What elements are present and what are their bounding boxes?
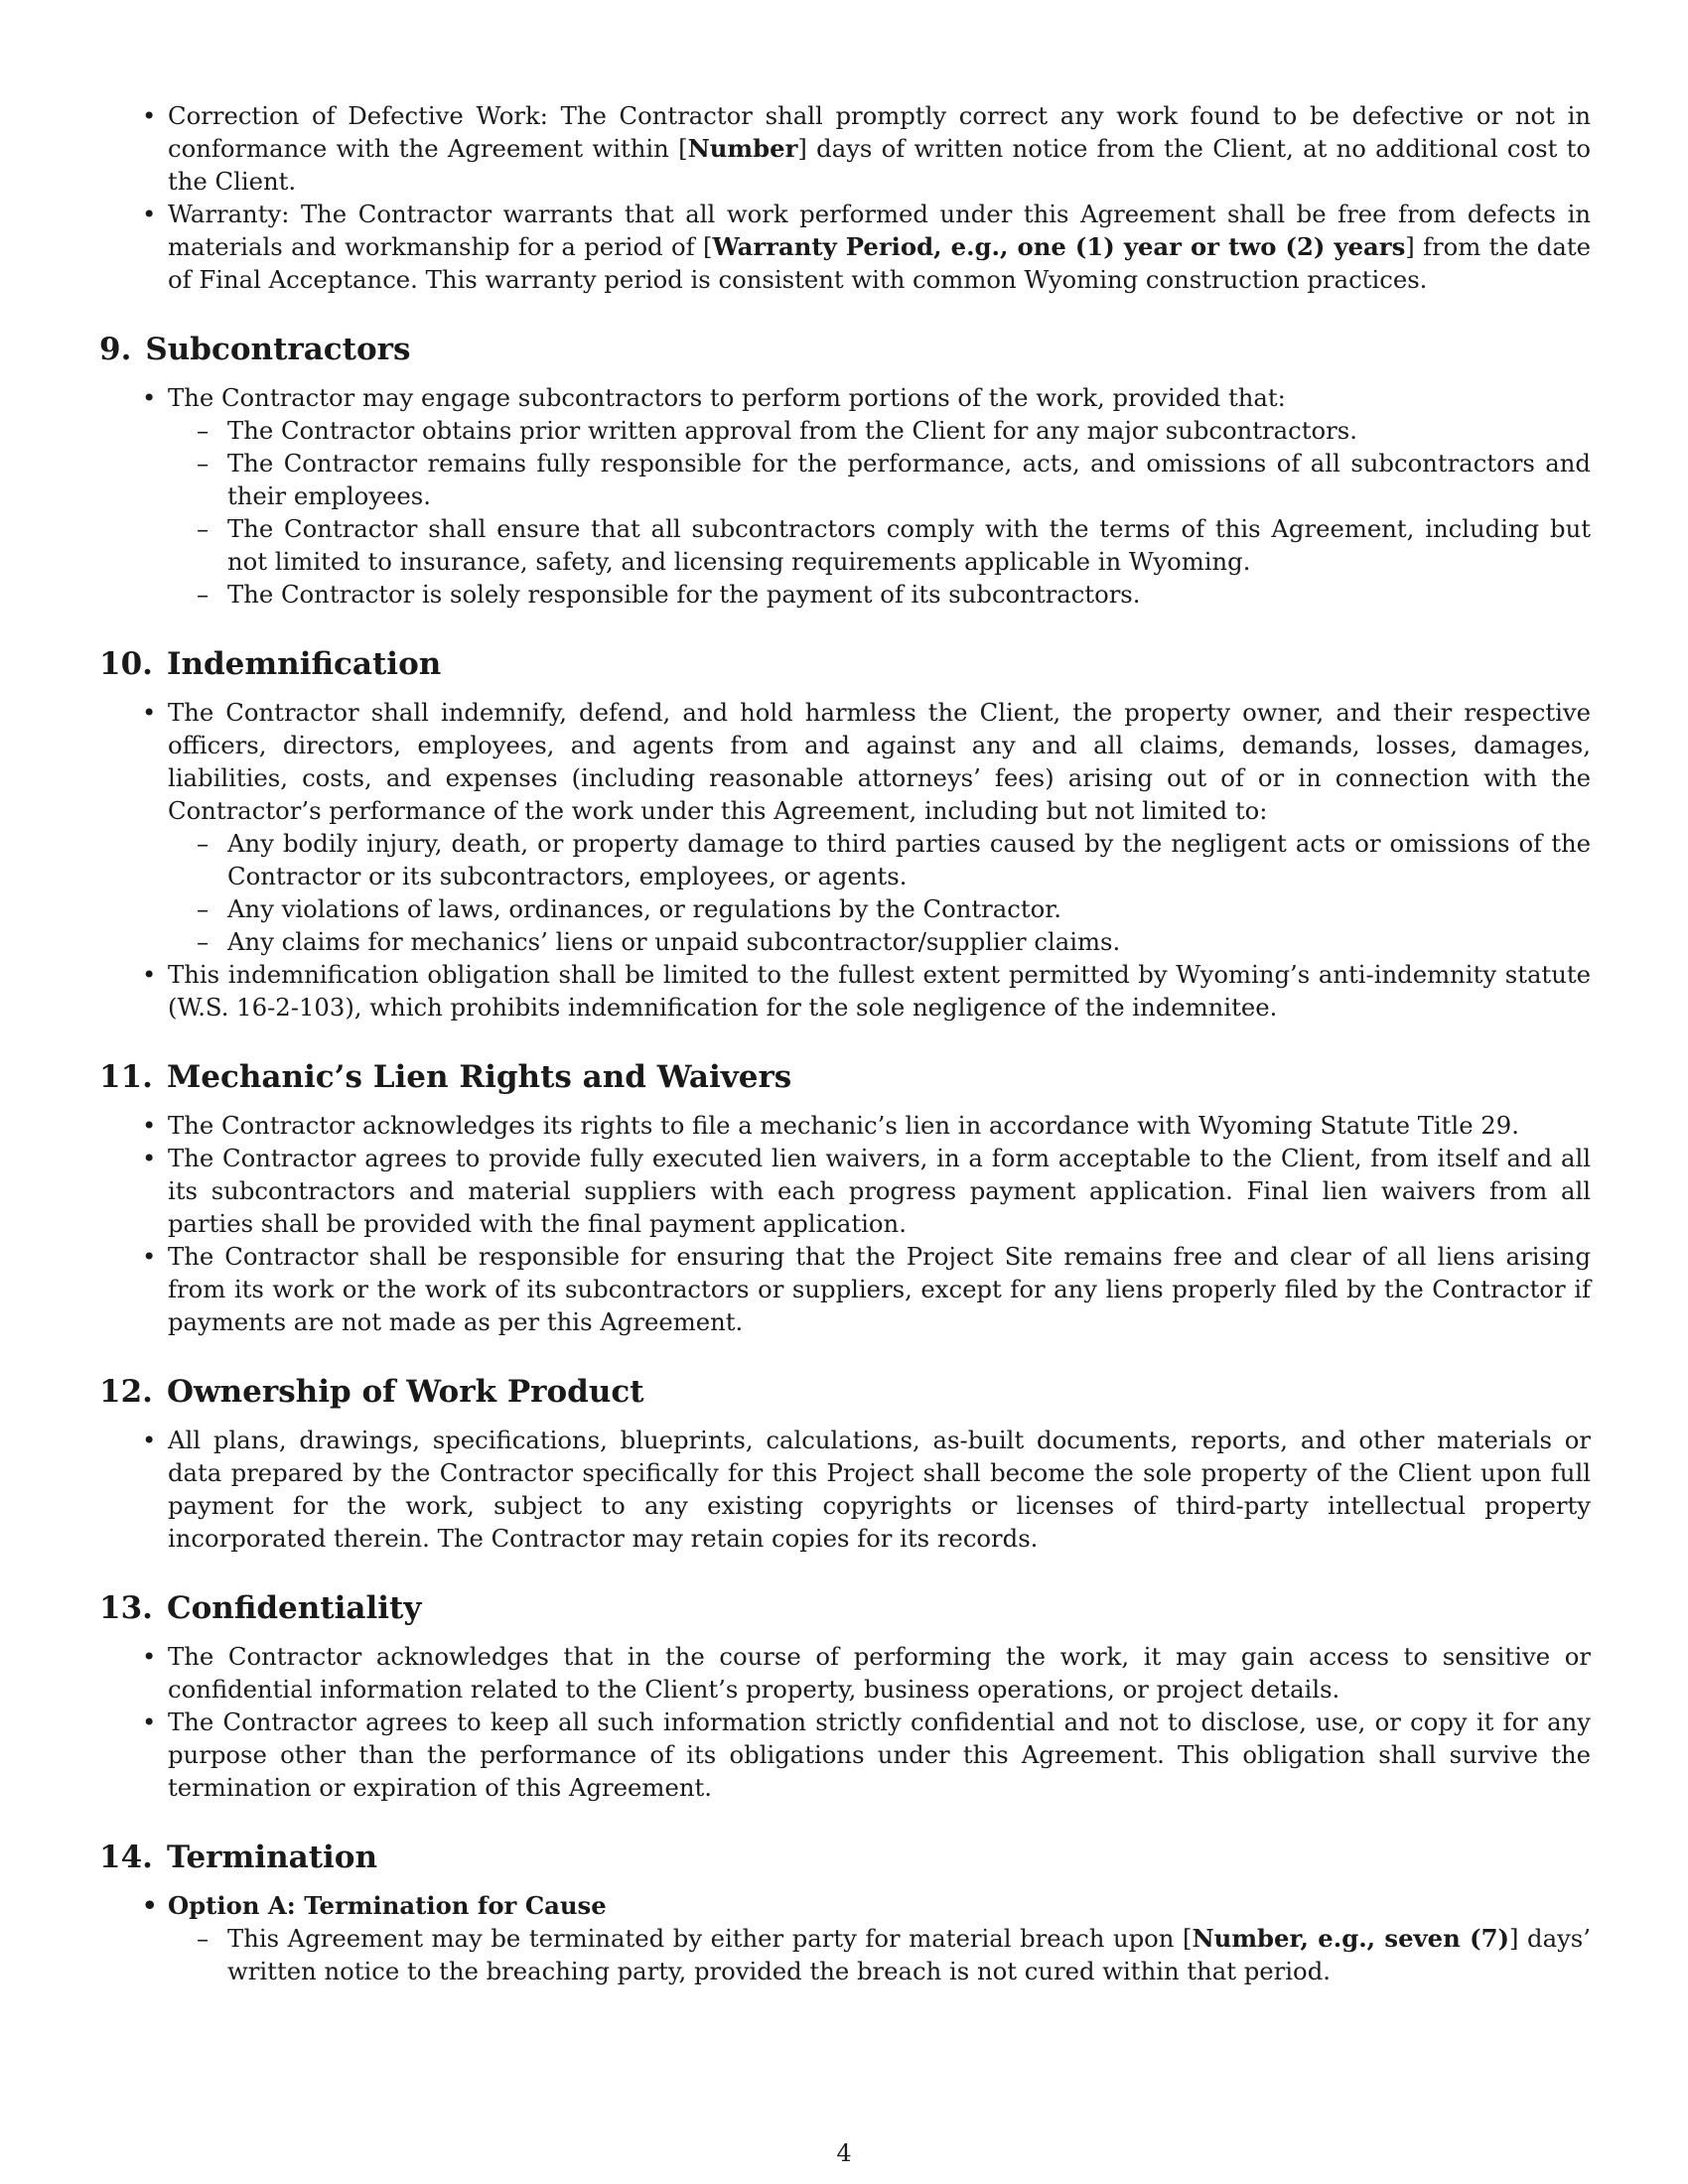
sub-list-item: – The Contractor shall ensure that all subcontractors comply with the terms of this Agreement, including but not limited to insurance, safety, and licensing requirements applicable in Wyoming.	[99, 512, 1591, 578]
list-item: • The Contractor shall indemnify, defend, and hold harmless the Client, the property owner, and their respective officers, directors, employees, and agents from and against any and all claims, demands, losses, damages, liabilities, costs, and expenses (including reasonable attorneys’ fees) arising out of or in connection with the Contractor’s performance of the work under this Agreement, including but not limited to:	[99, 696, 1591, 827]
sub-list-item: – Any bodily injury, death, or property damage to third parties caused by the negligent acts or omissions of the Contractor or its subcontractors, employees, or agents.	[99, 827, 1591, 892]
section-heading-indemnification: 10. Indemnification	[99, 646, 442, 682]
list-item: • The Contractor shall be responsible for ensuring that the Project Site remains free and clear of all liens arising from its work or the work of its subcontractors or suppliers, except for any liens properly filed by the Contractor if payments are not made as per this Agreement.	[99, 1240, 1591, 1338]
page-number: 4	[836, 2139, 852, 2167]
section-heading-subcontractors: 9. Subcontractors	[99, 332, 411, 367]
list-item-warranty: • Warranty: The Contractor warrants that all work performed under this Agreement shall be free from defects in materials and workmanship for a period of [Warranty Period, e.g., one (1) year or two (2) years] from the date of Final Acceptance. This warranty period is consistent with common Wyoming construction practices.	[99, 198, 1591, 296]
list-item: • The Contractor agrees to provide fully executed lien waivers, in a form acceptable to the Client, from itself and all its subcontractors and material suppliers with each progress payment application. Final lien waivers from all parties shall be provided with the final payment application.	[99, 1142, 1591, 1240]
sub-list-item: – The Contractor is solely responsible for the payment of its subcontractors.	[99, 578, 1591, 611]
section-heading-confidentiality: 13. Confidentiality	[99, 1590, 422, 1626]
list-item: • The Contractor acknowledges that in the course of performing the work, it may gain access to sensitive or confidential information related to the Client’s property, business operations, or project details.	[99, 1640, 1591, 1706]
list-item-option-a: • Option A: Termination for Cause	[99, 1889, 1591, 1922]
sub-list-item: – The Contractor obtains prior written approval from the Client for any major subcontractors.	[99, 414, 1591, 447]
list-item: • This indemnification obligation shall be limited to the fullest extent permitted by Wyoming’s anti-indemnity statute (W.S. 16-2-103), which prohibits indemnification for the sole negligence of the indemnitee.	[99, 958, 1591, 1024]
document-page	[99, 99, 1591, 1987]
sub-list-item: – Any claims for mechanics’ liens or unpaid subcontractor/supplier claims.	[99, 925, 1591, 958]
list-item: • The Contractor agrees to keep all such information strictly confidential and not to disclose, use, or copy it for any purpose other than the performance of its obligations under this Agreement. This obligation shall survive the termination or expiration of this Agreement.	[99, 1706, 1591, 1804]
section-heading-ownership-of-work-product: 12. Ownership of Work Product	[99, 1374, 644, 1410]
sub-list-item: – The Contractor remains fully responsible for the performance, acts, and omissions of all subcontractors and their employees.	[99, 447, 1591, 512]
list-item: • All plans, drawings, specifications, blueprints, calculations, as-built documents, reports, and other materials or data prepared by the Contractor specifically for this Project shall become the sole property of the Client upon full payment for the work, subject to any existing copyrights or licenses of third-party intellectual property incorporated therein. The Contractor may retain copies for its records.	[99, 1424, 1591, 1555]
list-item: • The Contractor may engage subcontractors to perform portions of the work, provided that:	[99, 381, 1591, 414]
sub-list-item: – This Agreement may be terminated by either party for material breach upon [Number, e.g., seven (7)] days’ written notice to the breaching party, provided the breach is not cured within that period.	[99, 1922, 1591, 1987]
section-heading-termination: 14. Termination	[99, 1840, 378, 1875]
section-heading-mechanics-lien: 11. Mechanic’s Lien Rights and Waivers	[99, 1059, 792, 1095]
sub-list-item: – Any violations of laws, ordinances, or regulations by the Contractor.	[99, 892, 1591, 925]
list-item-correction-of-defective-work: • Correction of Defective Work: The Contractor shall promptly correct any work found to be defective or not in conformance with the Agreement within [Number] days of written notice from the Client, at no additional cost to the Client.	[99, 99, 1591, 198]
list-item: • The Contractor acknowledges its rights to file a mechanic’s lien in accordance with Wyoming Statute Title 29.	[99, 1109, 1591, 1142]
